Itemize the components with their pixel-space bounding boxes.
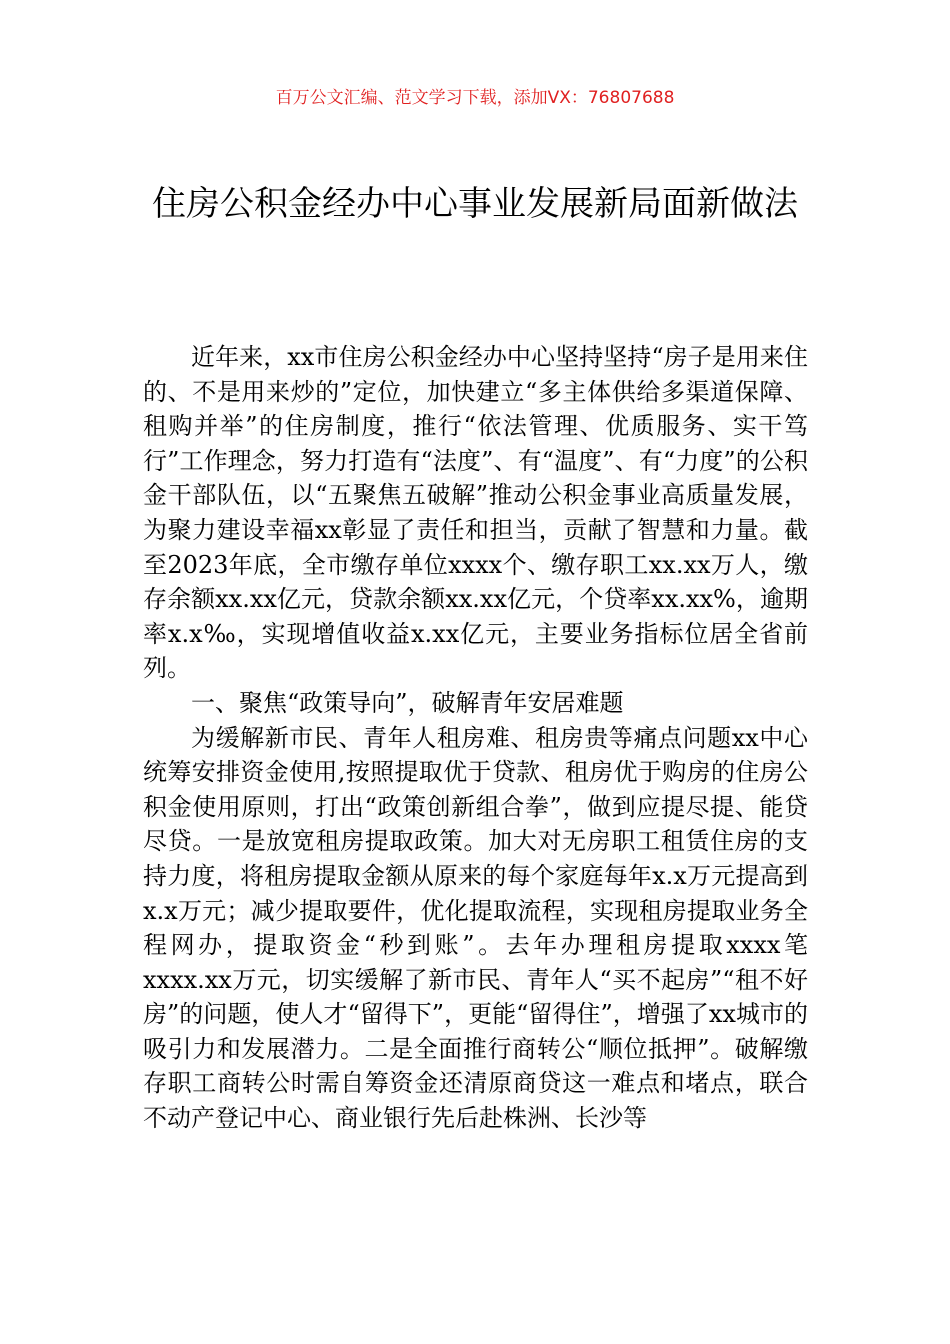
- paragraph-section-one: 为缓解新市民、青年人租房难、租房贵等痛点问题xx中心统筹安排资金使用,按照提取优于贷款、租房优于购房的住房公积金使用原则，打出“政策创新组合拳”，做到应提尽提、能贷尽贷。一是放宽租房提取政策。加大对无房职工租赁住房的支持力度，将租房提取金额从原来的每个家庭每年x.x万元提高到x.x万元；减少提取要件，优化提取流程，实现租房提取业务全程网办，提取资金“秒到账”。去年办理租房提取xxxx笔xxxx.xx万元，切实缓解了新市民、青年人“买不起房”“租不好房”的问题，使人才“留得下”，更能“留得住”，增强了xx城市的吸引力和发展潜力。二是全面推行商转公“顺位抵押”。破解缴存职工商转公时需自筹资金还清原商贷这一难点和堵点，联合不动产登记中心、商业银行先后赴株洲、长沙等: [143, 723, 808, 1133]
- paragraph-intro: 近年来，xx市住房公积金经办中心坚持坚持“房子是用来住的、不是用来炒的”定位，加快建立“多主体供给多渠道保障、租购并举”的住房制度，推行“依法管理、优质服务、实干笃行”工作理念，努力打造有“法度”、有“温度”、有“力度”的公积金干部队伍，以“五聚焦五破解”推动公积金事业高质量发展，为聚力建设幸福xx彰显了责任和担当，贡献了智慧和力量。截至2023年底，全市缴存单位xxxx个、缴存职工xx.xx万人，缴存余额xx.xx亿元，贷款余额xx.xx亿元，个贷率xx.xx%，逾期率x.x‰，实现增值收益x.xx亿元，主要业务指标位居全省前列。: [143, 343, 808, 683]
- document-body: [143, 340, 808, 1136]
- header-note: 百万公文汇编、范文学习下载，添加VX：76807688: [275, 88, 675, 108]
- section-heading: 一、聚焦“政策导向”，破解青年安居难题: [191, 688, 624, 717]
- document-title: 住房公积金经办中心事业发展新局面新做法: [152, 184, 798, 224]
